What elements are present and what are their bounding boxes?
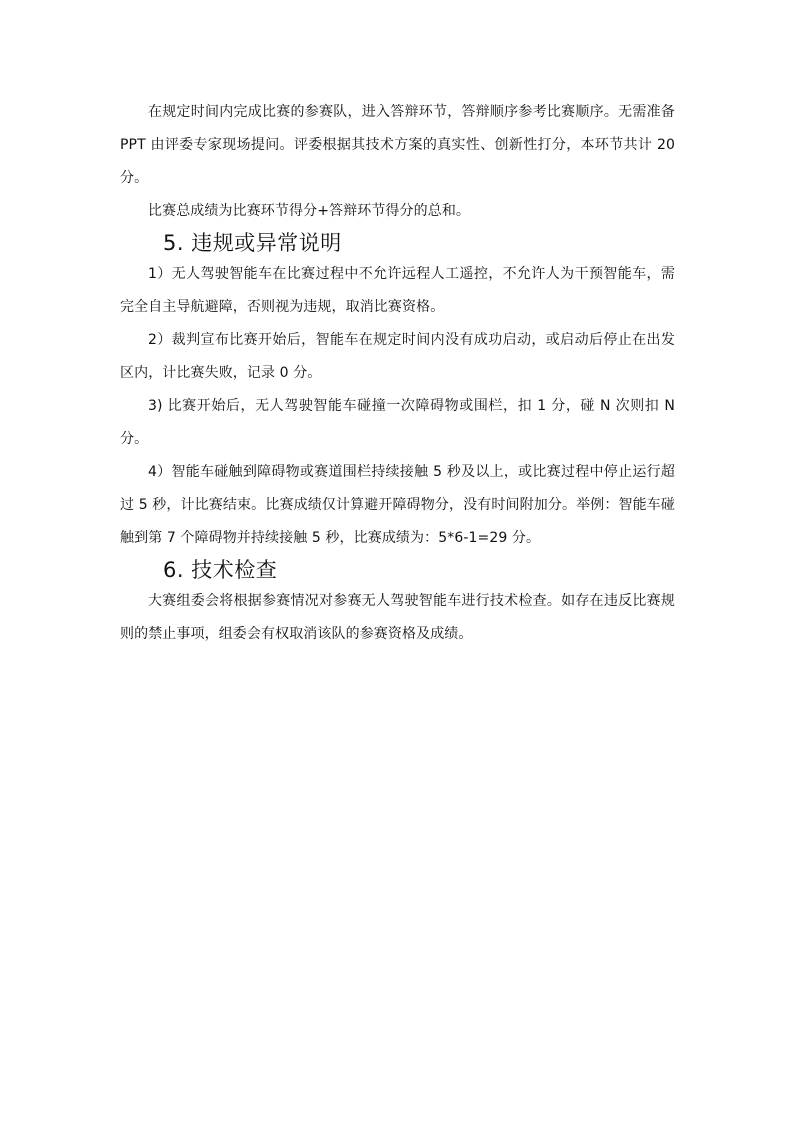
document-body — [120, 96, 675, 651]
tech-check-paragraph: 大赛组委会将根据参赛情况对参赛无人驾驶智能车进行技术检查。如存在违反比赛规则的禁止事项，组委会有权取消该队的参赛资格及成绩。 — [120, 593, 675, 642]
total-score-paragraph: 比赛总成绩为比赛环节得分+答辩环节得分的总和。 — [148, 203, 471, 219]
section-6-heading: 6. 技术检查 — [163, 558, 278, 582]
section-5-heading: 5. 违规或异常说明 — [163, 231, 342, 255]
violation-item-3: 3) 比赛开始后，无人驾驶智能车碰撞一次障碍物或围栏，扣 1 分，碰 N 次则扣 N 分。 — [120, 398, 675, 447]
violation-item-4: 4）智能车碰触到障碍物或赛道围栏持续接触 5 秒及以上，或比赛过程中停止运行超过 5 秒，计比赛结束。比赛成绩仅计算避开障碍物分，没有时间附加分。举例：智能车碰触到第 7 个障碍物并持续接触 5 秒，比赛成绩为：5*6-1=29 分。 — [120, 464, 675, 546]
violation-item-2: 2）裁判宣布比赛开始后，智能车在规定时间内没有成功启动，或启动后停止在出发区内，计比赛失败，记录 0 分。 — [120, 332, 675, 381]
defense-round-paragraph: 在规定时间内完成比赛的参赛队，进入答辩环节，答辩顺序参考比赛顺序。无需准备PPT 由评委专家现场提问。评委根据其技术方案的真实性、创新性打分，本环节共计 20 分。 — [120, 104, 675, 186]
violation-item-1: 1）无人驾驶智能车在比赛过程中不允许远程人工遥控，不允许人为干预智能车，需完全自主导航避障，否则视为违规，取消比赛资格。 — [120, 266, 675, 315]
